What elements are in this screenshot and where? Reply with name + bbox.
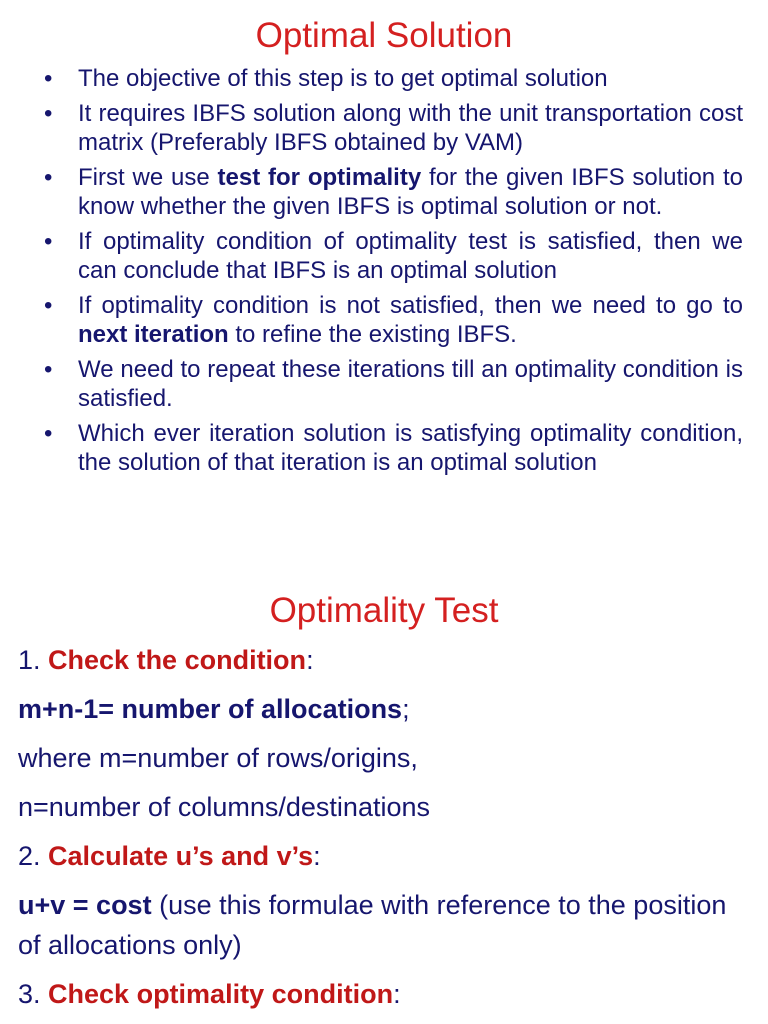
- bullet-text-post: for the given IBFS solution to know whether the given IBFS is optimal solution or not.: [78, 164, 744, 220]
- uv-bold: u+v = cost: [18, 890, 152, 920]
- step-1-label: Check the condition: [48, 645, 307, 675]
- bullet-text: It requires IBFS solution along with the unit transportation cost matrix (Preferably IBFS obtained by VAM): [78, 100, 743, 156]
- step-3: [18, 974, 753, 1014]
- step-3-label: Check optimality condition: [48, 979, 394, 1009]
- title-optimality-test: Optimality Test: [269, 591, 499, 630]
- formula-text: m+n-1= number of allocations: [18, 694, 403, 724]
- bullet-text: If optimality condition of optimality test is satisfied, then we can conclude that IBFS is an optimal solution: [78, 228, 743, 284]
- bullet-item-1: [44, 64, 743, 93]
- uv-rest: (use this formulae with reference to the position of allocations only): [18, 890, 727, 960]
- step-2: [18, 836, 753, 876]
- bullet-text-post: to refine the existing IBFS.: [228, 321, 517, 348]
- bullet-dot-icon: •: [44, 65, 53, 92]
- where-m-definition: where m=number of rows/origins,: [18, 743, 418, 773]
- bullet-text-pre: If optimality condition is not satisfied, then we need to go to: [78, 292, 743, 319]
- bullet-text: We need to repeat these iterations till an optimality condition is satisfied.: [78, 356, 743, 412]
- bullet-dot-icon: •: [44, 356, 53, 383]
- bullet-item-2: [44, 99, 743, 157]
- step-1-number: 1.: [18, 645, 49, 675]
- step-1-colon: :: [306, 645, 314, 675]
- bullet-text: The objective of this step is to get optimal solution: [78, 65, 608, 92]
- title-optimal-solution: Optimal Solution: [255, 16, 513, 55]
- bullet-dot-icon: •: [44, 228, 53, 255]
- step-2-label: Calculate u’s and v’s: [48, 841, 314, 871]
- bullet-item-4: [44, 227, 743, 285]
- bullet-text-pre: First we use: [78, 164, 218, 191]
- formula-end: ;: [402, 694, 410, 724]
- bullet-item-5: [44, 291, 743, 349]
- n-definition: n=number of columns/destinations: [18, 792, 430, 822]
- step-1: [18, 640, 753, 680]
- bullet-dot-icon: •: [44, 100, 53, 127]
- bullet-item-3: [44, 163, 743, 221]
- bullet-dot-icon: •: [44, 164, 53, 191]
- bullet-item-7: [44, 419, 743, 477]
- bullet-text: Which ever iteration solution is satisfying optimality condition, the solution of that iteration is an optimal solution: [78, 420, 743, 476]
- optimality-steps: [18, 640, 753, 1014]
- bullet-dot-icon: •: [44, 292, 53, 319]
- uv-formula: [18, 885, 753, 965]
- step-2-number: 2.: [18, 841, 49, 871]
- step-3-number: 3.: [18, 979, 49, 1009]
- bullet-bold-text: next iteration: [78, 321, 229, 348]
- step-3-colon: :: [393, 979, 401, 1009]
- step-2-colon: :: [313, 841, 321, 871]
- condition-formula: [18, 689, 753, 729]
- bullet-dot-icon: •: [44, 420, 53, 447]
- bullet-list: [44, 64, 743, 483]
- bullet-item-6: [44, 355, 743, 413]
- bullet-bold-text: test for optimality: [217, 164, 422, 191]
